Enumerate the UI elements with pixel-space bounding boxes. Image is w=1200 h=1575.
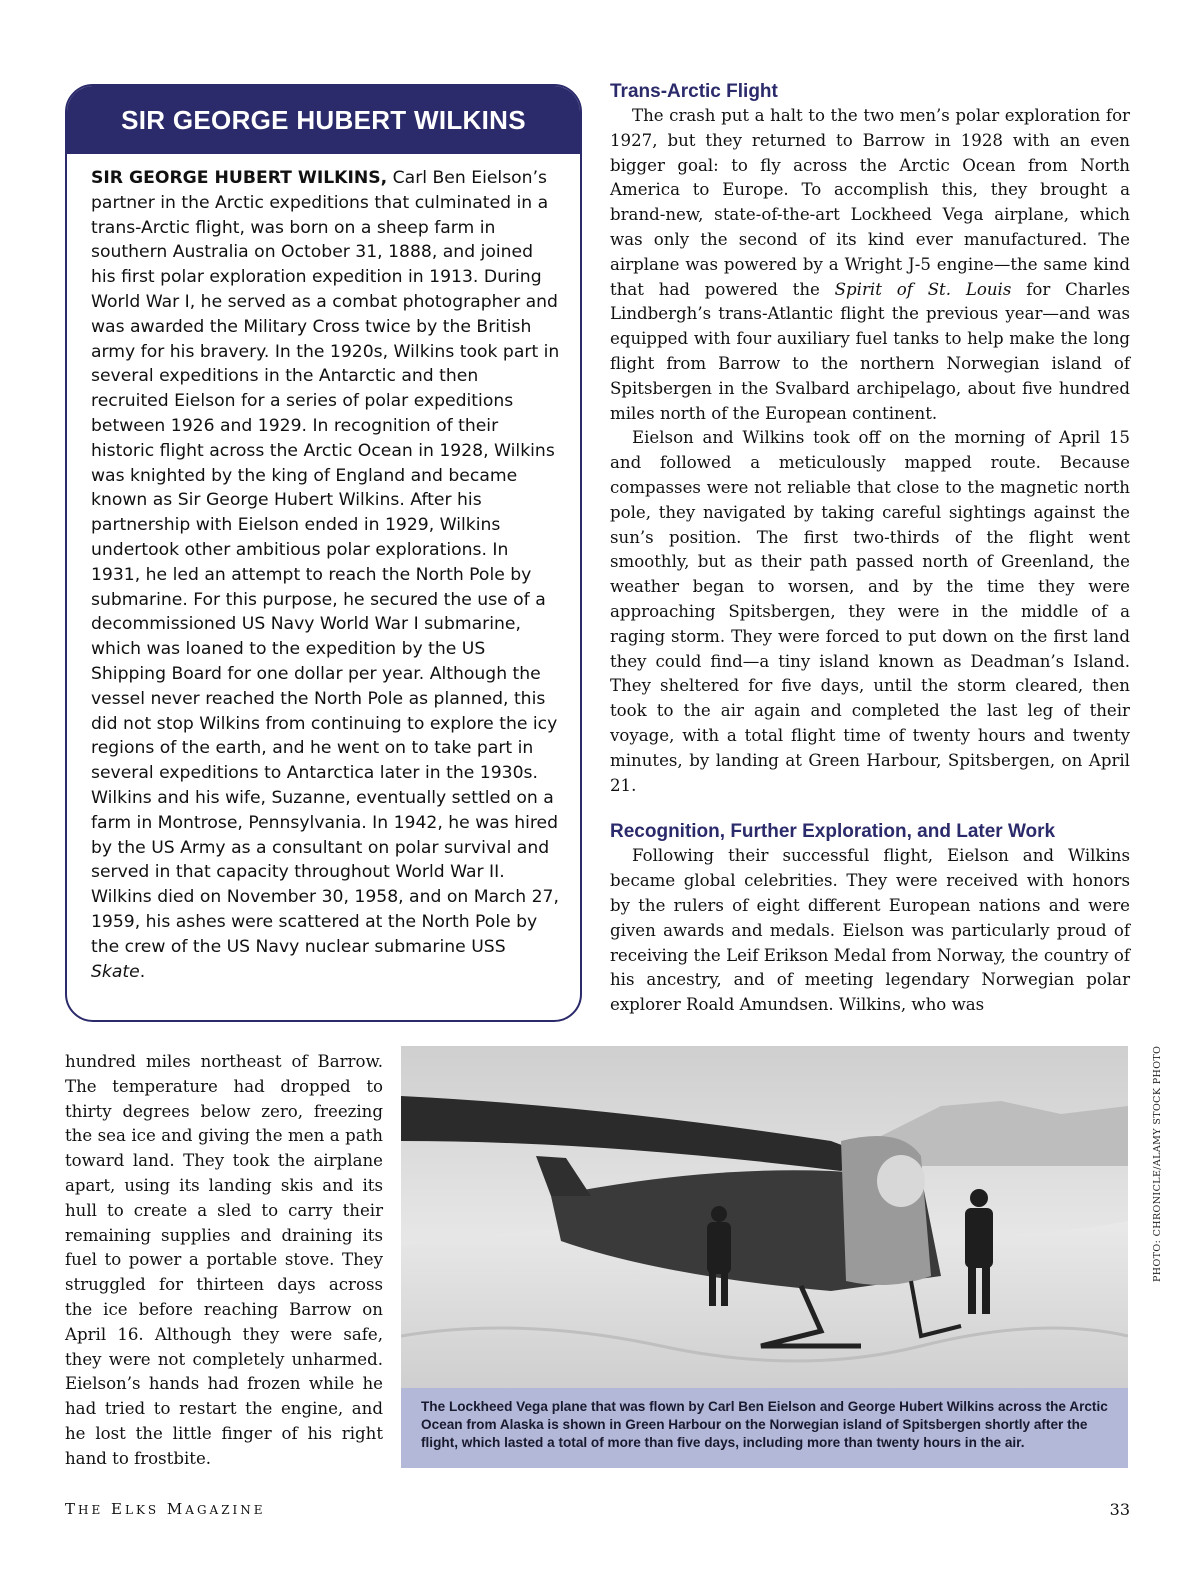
sidebar-body-text: Carl Ben Eielson’s partner in the Arctic expeditions that culminated in a trans-Arctic flight, was born on a sheep farm in southern Australia on October 31, 1888, and joined his first polar exploration expedition in 1913. During World War I, he served as a combat photographer and was awarded the Military Cross twice by the British army for his bravery. In the 1920s, Wilkins took part in several expeditions in the Antarctic and then recruited Eielson for a series of polar expeditions between 1926 and 1929. In recognition of their historic flight across the Arctic Ocean in 1928, Wilkins was knighted by the king of England and became known as Sir George Hubert Wilkins. After his partnership with Eielson ended in 1929, Wilkins undertook other ambitious polar explorations. In 1931, he led an attempt to reach the North Pole by submarine. For this purpose, he secured the use of a decommissioned US Navy World War I submarine, which was loaned to the expedition by the US Shipping Board for one dollar per year. Although the vessel never reached the North Pole as planned, this did not stop Wilkins from continuing to explore the icy regions of the earth, and he went on to take part in several expeditions to Antarctica later in the 1930s. Wilkins and his wife, Suzanne, eventually settled on a farm in Montrose, Pennsylvania. In 1942, he was hired by the US Army as a consultant on polar survival and served in that capacity throughout World War II. Wilkins died on November 30, 1958, and on March 27, 1959, his ashes were scattered at the North Pole by the crew of the US Navy nuclear submarine USS	[91, 168, 560, 957]
magazine-name-smallcaps: LKS	[124, 1503, 160, 1517]
paragraph-text: The crash put a halt to the two men’s polar exploration for 1927, but they returned to Barrow in 1928 with an even bigger goal: to fly across the Arctic Ocean from North America to Europe. To accomplish this, they brought a brand-new, state-of-the-art Lockheed Vega airplane, which was only the second of its kind ever manufactured. The airplane was powered by a Wright J-5 engine—the same kind that had powered the	[610, 106, 1130, 299]
section-heading-recognition: Recognition, Further Exploration, and Later Work	[610, 821, 1056, 843]
section-heading-trans-arctic-flight: Trans-Arctic Flight	[610, 81, 778, 102]
article-right-column	[610, 80, 1130, 1018]
article-paragraph: hundred miles northeast of Barrow. The temperature had dropped to thirty degrees below zero, freezing the sea ice and giving the men a path toward land. They took the airplane apart, using its landing skis and its hull to create a sled to carry their remaining supplies and draining its fuel to power a portable stove. They struggled for thirteen days across the ice before reaching Barrow on April 16. Although they were safe, they were not completely unharmed. Eielson’s hands had frozen while he had tried to restart the engine, and he lost the little finger of his right hand to frostbite.	[65, 1052, 383, 1468]
magazine-name-smallcaps: AGAZINE	[185, 1503, 266, 1517]
photo-engine-cowl	[877, 1155, 925, 1207]
sidebar-title: SIR GEORGE HUBERT WILKINS	[67, 86, 580, 154]
sidebar-body	[67, 154, 580, 984]
lockheed-vega-photo	[401, 1046, 1128, 1388]
sidebar-paragraph	[91, 166, 560, 984]
magazine-name-letter: E	[111, 1500, 125, 1518]
article-paragraph: Following their successful flight, Eielson and Wilkins became global celebrities. They were received with honors by the rulers of eight different European nations and were given awards and medals. Eielson was particularly proud of receiving the Leif Erikson Medal from Norway, the country of his ancestry, and of meeting legendary Norwegian polar explorer Roald Amundsen. Wilkins, who was	[610, 846, 1130, 1015]
sidebar-end-punct: .	[139, 961, 146, 982]
magazine-name-smallcaps: HE	[78, 1503, 104, 1517]
article-left-continuation	[65, 1050, 383, 1472]
article-paragraph: Eielson and Wilkins took off on the morning of April 15 and followed a meticulously mapped route. Because compasses were not reliable that close to the magnetic north pole, they navigated by taking careful sightings against the sun’s position. The first two-thirds of the flight went smoothly, but as their path passed north of Greenland, the weather began to worsen, and by the time they were approaching Spitsbergen, they were in the middle of a raging storm. They were forced to put down on the first land they could find—a tiny island known as Deadman’s Island. They sheltered for five days, until the storm cleared, then took to the air again and completed the last leg of their voyage, with a total flight time of twenty hours and twenty minutes, by landing at Green Harbour, Spitsbergen, on April 21.	[610, 428, 1130, 795]
magazine-name-letter: M	[166, 1500, 186, 1518]
italic-title-spirit: Spirit of St. Louis	[834, 279, 1012, 299]
article-paragraph	[610, 104, 1130, 426]
sidebar-lead-name: SIR GEORGE HUBERT WILKINS,	[91, 168, 388, 188]
photo-engine-cover	[841, 1136, 931, 1285]
paragraph-text: for Charles Lindbergh’s trans-Atlantic flight the previous year—and was equipped with four auxiliary fuel tanks to help make the long flight from Barrow to the northern Norwegian island of Spitsbergen in the Svalbard archipelago, about five hundred miles north of the European continent.	[610, 279, 1130, 423]
page-number: 33	[1109, 1500, 1130, 1519]
magazine-name	[65, 1500, 266, 1518]
photo-caption: The Lockheed Vega plane that was flown by Carl Ben Eielson and George Hubert Wilkins across the Arctic Ocean from Alaska is shown in Green Harbour on the Norwegian island of Spitsbergen shortly after the flight, which lasted a total of more than five days, including more than twenty hours in the air.	[401, 1388, 1128, 1468]
sidebar-ship-name: Skate	[91, 961, 140, 982]
magazine-name-letter: T	[65, 1500, 79, 1518]
photo-credit-text: PHOTO: CHRONICLE/ALAMY STOCK PHOTO	[1152, 1045, 1163, 1282]
sidebar-biography-box	[65, 84, 582, 1022]
photo-illustration	[401, 1046, 1128, 1388]
